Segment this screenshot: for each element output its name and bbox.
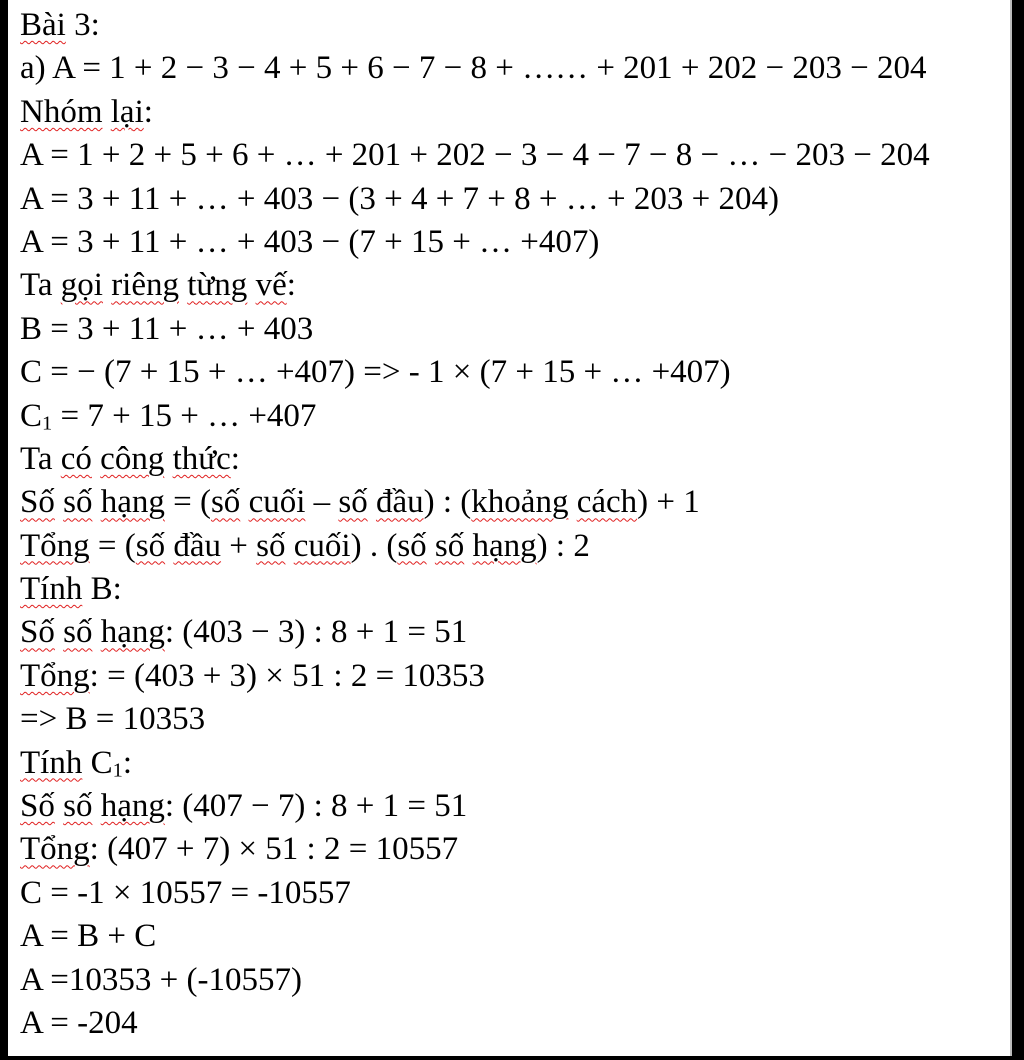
text-segment (164, 441, 172, 477)
text-segment: C (82, 744, 113, 781)
text-segment: A = -204 (20, 1004, 138, 1041)
document-page (8, 0, 1012, 1056)
spellcheck-flagged-word: đầu (173, 527, 222, 564)
text-segment (427, 528, 435, 564)
text-line-12 (20, 481, 1010, 524)
text-segment: C (20, 397, 43, 434)
text-segment (286, 528, 294, 564)
text-segment: ) : ( (423, 484, 472, 521)
text-segment: Ta (20, 267, 61, 304)
spellcheck-flagged-word: Tính (20, 744, 83, 781)
text-segment: a) A = 1 + 2 − 3 − 4 + 5 + 6 − 7 − 8 + …… + 201 + 202 − 203 − 204 (20, 50, 927, 87)
text-segment: B: (82, 571, 122, 608)
text-line-1 (20, 4, 1010, 47)
spellcheck-flagged-word: đầu (375, 484, 424, 521)
text-segment: B = 3 + 11 + … + 403 (20, 310, 314, 347)
text-segment: ) . ( (350, 527, 398, 564)
spellcheck-flagged-word: Số (20, 614, 55, 651)
text-segment: : (403 − 3) : 8 + 1 = 51 (164, 614, 468, 651)
spellcheck-flagged-word: số (135, 527, 166, 564)
text-segment: 3: (65, 7, 100, 43)
text-segment: : (407 − 7) : 8 + 1 = 51 (164, 788, 468, 825)
text-segment: A = B + C (20, 918, 157, 955)
text-line-6 (20, 221, 1010, 264)
spellcheck-flagged-word: Nhóm (20, 93, 103, 130)
text-segment: = ( (164, 484, 211, 521)
text-segment: : (286, 267, 296, 304)
spellcheck-flagged-word: số (434, 527, 465, 564)
text-segment: C = -1 × 10557 = -10557 (20, 874, 351, 911)
text-segment: – (305, 484, 339, 521)
text-segment: : (143, 93, 153, 130)
spellcheck-flagged-word: Tổng (20, 657, 90, 694)
spellcheck-flagged-word: Số (20, 484, 55, 521)
spellcheck-flagged-word: số (397, 527, 427, 564)
spellcheck-flagged-word: vế (255, 267, 287, 304)
text-line-22 (20, 915, 1010, 958)
text-line-21 (20, 872, 1010, 915)
text-line-9 (20, 351, 1010, 394)
spellcheck-flagged-word: số (63, 484, 93, 521)
text-segment: + (221, 527, 257, 564)
text-line-4 (20, 134, 1010, 177)
spellcheck-flagged-word: thức (172, 440, 231, 477)
text-segment (55, 614, 63, 650)
text-segment (568, 484, 576, 520)
spellcheck-flagged-word: số (338, 484, 368, 521)
text-line-5 (20, 178, 1010, 221)
spellcheck-flagged-word: lại (110, 93, 144, 130)
text-segment (92, 788, 100, 824)
text-segment (92, 441, 100, 477)
spellcheck-flagged-word: Số (20, 788, 55, 825)
text-segment (103, 267, 111, 303)
text-segment: = ( (89, 527, 136, 564)
spellcheck-flagged-word: hạng (472, 527, 537, 564)
text-line-14 (20, 568, 1010, 611)
spellcheck-flagged-word: có (60, 440, 92, 477)
text-segment: : (230, 440, 240, 477)
text-line-15 (20, 611, 1010, 654)
text-segment: A = 1 + 2 + 5 + 6 + … + 201 + 202 − 3 − 4 − 7 − 8 − … − 203 − 204 (20, 137, 930, 174)
solution-text (20, 4, 1010, 1045)
text-line-24 (20, 1002, 1010, 1045)
text-segment (103, 94, 111, 130)
text-line-2 (20, 47, 1010, 90)
text-line-18 (20, 742, 1010, 785)
text-line-3 (20, 91, 1010, 134)
text-segment (179, 267, 187, 303)
spellcheck-flagged-word: cuối (293, 527, 351, 564)
text-line-13 (20, 525, 1010, 568)
text-line-10 (20, 395, 1010, 438)
spellcheck-flagged-word: cách (576, 484, 638, 521)
text-line-16 (20, 655, 1010, 698)
spellcheck-flagged-word: hạng (100, 788, 165, 825)
text-segment: => B = 10353 (20, 701, 206, 738)
text-segment: ) : 2 (536, 527, 590, 564)
text-segment: : (122, 744, 132, 781)
text-line-20 (20, 828, 1010, 871)
spellcheck-flagged-word: Tính (20, 571, 83, 608)
spellcheck-flagged-word: công (100, 440, 165, 477)
subscript: 1 (42, 412, 53, 435)
text-segment (368, 484, 376, 520)
text-line-8 (20, 308, 1010, 351)
text-segment (55, 788, 63, 824)
text-segment (55, 484, 63, 520)
spellcheck-flagged-word: từng (187, 267, 248, 304)
spellcheck-flagged-word: gọi (60, 267, 103, 304)
spellcheck-flagged-word: cuối (248, 484, 306, 521)
spellcheck-flagged-word: số (63, 614, 93, 651)
spellcheck-flagged-word: hạng (100, 614, 165, 651)
spellcheck-flagged-word: số (210, 484, 241, 521)
text-line-11 (20, 438, 1010, 481)
text-segment (247, 267, 255, 303)
spellcheck-flagged-word: Tổng (20, 527, 90, 564)
spellcheck-flagged-word: riêng (111, 267, 179, 304)
text-segment: A =10353 + (-10557) (20, 961, 302, 998)
text-segment (92, 484, 100, 520)
spellcheck-flagged-word: Tổng (20, 831, 90, 868)
text-segment (92, 614, 100, 650)
text-segment: A = 3 + 11 + … + 403 − (7 + 15 + … +407) (20, 223, 600, 260)
text-segment: : = (403 + 3) × 51 : 2 = 10353 (89, 657, 485, 694)
text-segment: C = − (7 + 15 + … +407) => - 1 × (7 + 15 + … +407) (20, 354, 731, 391)
spellcheck-flagged-word: Bài (20, 7, 66, 43)
text-line-17 (20, 698, 1010, 741)
text-segment: : (407 + 7) × 51 : 2 = 10557 (89, 831, 459, 868)
text-segment (240, 484, 248, 520)
text-segment: ) + 1 (637, 484, 700, 521)
subscript: 1 (112, 759, 123, 782)
text-segment (464, 528, 472, 564)
spellcheck-flagged-word: số (256, 527, 286, 564)
text-line-7 (20, 264, 1010, 307)
spellcheck-flagged-word: hạng (100, 484, 165, 521)
text-line-19 (20, 785, 1010, 828)
text-segment: A = 3 + 11 + … + 403 − (3 + 4 + 7 + 8 + … + 203 + 204) (20, 180, 779, 217)
text-segment: = 7 + 15 + … +407 (52, 397, 317, 434)
text-segment: Ta (20, 440, 61, 477)
spellcheck-flagged-word: số (63, 788, 93, 825)
text-line-23 (20, 959, 1010, 1002)
spellcheck-flagged-word: khoảng (471, 484, 569, 521)
